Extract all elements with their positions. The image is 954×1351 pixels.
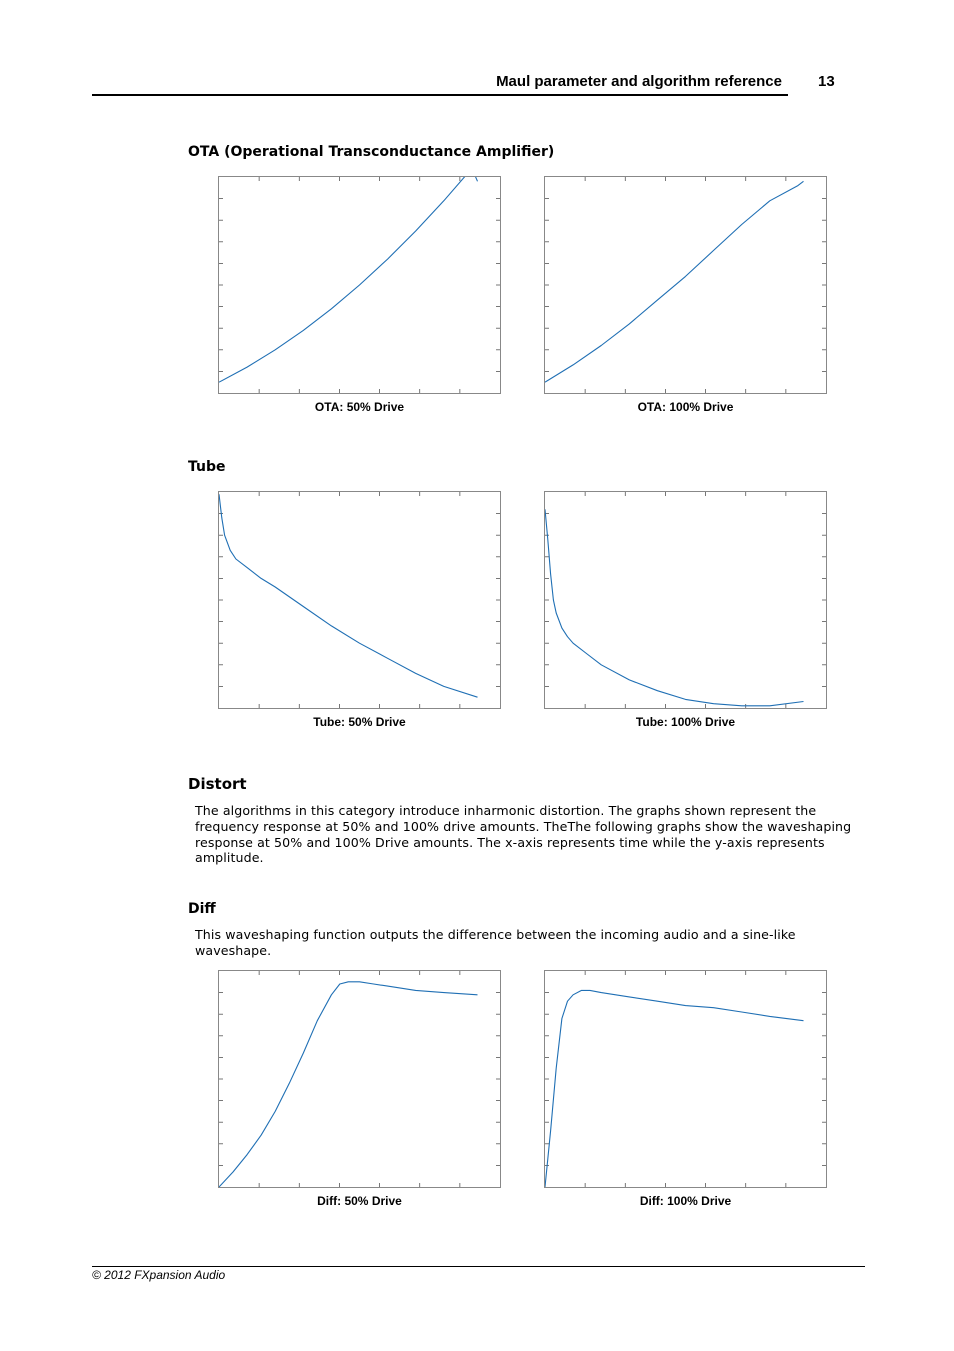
- header-rule: [92, 94, 788, 96]
- running-header-title: Maul parameter and algorithm reference: [496, 73, 782, 90]
- plot-tube-100: [544, 491, 827, 709]
- plot-tube-100-svg: [545, 492, 826, 708]
- caption-tube-50: Tube: 50% Drive: [313, 715, 406, 729]
- footer-copyright: © 2012 FXpansion Audio: [92, 1268, 226, 1282]
- diff-heading: Diff: [188, 901, 216, 917]
- plot-tube-50-svg: [219, 492, 500, 708]
- plot-ota-100-curve: [545, 181, 804, 382]
- caption-ota-100: OTA: 100% Drive: [637, 400, 734, 414]
- distort-paragraph: The algorithms in this category introduce inharmonic distortion. The graphs shown represent the frequency response at 50% and 100% drive amounts. TheThe following graphs show the waveshaping response at 50% and 100% Drive amounts. The x-axis represents time while the y-axis represents amplitude.: [195, 803, 852, 866]
- page-number: 13: [818, 73, 835, 90]
- plot-tube-100-curve: [545, 509, 804, 706]
- caption-tube-100: Tube: 100% Drive: [635, 715, 736, 729]
- caption-ota-50: OTA: 50% Drive: [314, 400, 405, 414]
- diff-paragraph: This waveshaping function outputs the difference between the incoming audio and a sine-like waveshape.: [195, 927, 796, 958]
- tube-heading: Tube: [188, 459, 226, 475]
- plot-ota-100: [544, 176, 827, 394]
- plot-ota-100-svg: [545, 177, 826, 393]
- caption-diff-100: Diff: 100% Drive: [639, 1194, 732, 1208]
- plot-diff-100-svg: [545, 971, 826, 1187]
- distort-heading: Distort: [188, 775, 247, 793]
- ota-heading: OTA (Operational Transconductance Amplifier): [188, 144, 555, 160]
- plot-tube-50: [218, 491, 501, 709]
- plot-diff-50-svg: [219, 971, 500, 1187]
- plot-ota-50: [218, 176, 501, 394]
- plot-diff-50: [218, 970, 501, 1188]
- plot-ota-50-svg: [219, 177, 500, 393]
- plot-ota-50-curve: [219, 177, 478, 382]
- footer-rule: [92, 1266, 865, 1267]
- plot-diff-50-curve: [219, 982, 478, 1187]
- plot-tube-50-curve: [219, 494, 478, 697]
- plot-diff-100: [544, 970, 827, 1188]
- caption-diff-50: Diff: 50% Drive: [317, 1194, 402, 1208]
- plot-diff-100-curve: [545, 990, 804, 1187]
